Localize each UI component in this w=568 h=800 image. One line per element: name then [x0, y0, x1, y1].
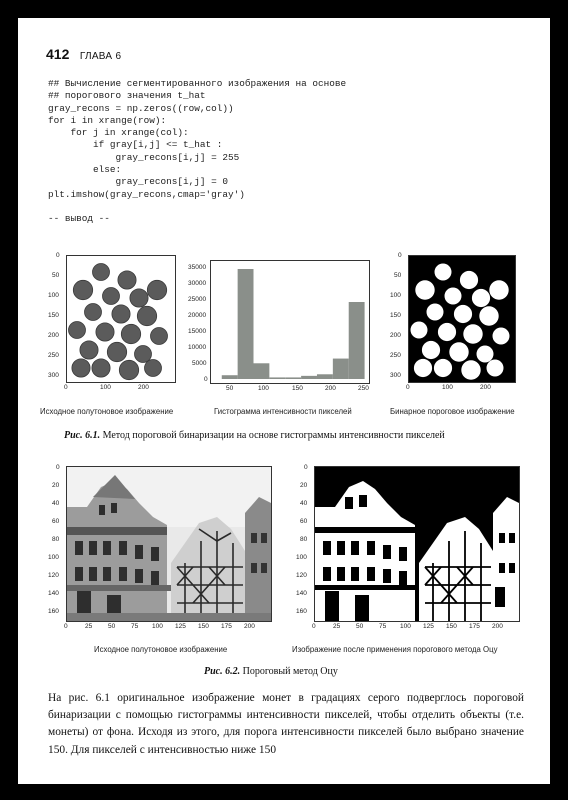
- x-tick: 50: [108, 623, 116, 630]
- figure-label: Рис. 6.2.: [204, 666, 241, 677]
- code-line: gray_recons[i,j] = 0: [48, 176, 229, 188]
- coin: [69, 322, 86, 339]
- coin-mask: [434, 359, 452, 377]
- y-tick: 0: [56, 464, 60, 471]
- y-tick: 140: [48, 590, 59, 597]
- x-tick: 50: [226, 385, 234, 392]
- x-tick: 0: [406, 384, 410, 391]
- x-tick: 150: [446, 623, 457, 630]
- figure-caption: [204, 666, 338, 677]
- x-tick: 75: [379, 623, 387, 630]
- coin-mask: [460, 271, 478, 289]
- y-tick: 100: [48, 292, 59, 299]
- y-tick: 20: [52, 482, 60, 489]
- coin: [119, 360, 138, 379]
- y-tick: 160: [48, 608, 59, 615]
- y-tick: 200: [48, 332, 59, 339]
- x-tick: 200: [325, 385, 336, 392]
- town-grayscale-image: [66, 466, 272, 622]
- x-tick: 0: [64, 623, 68, 630]
- histogram-bar: [317, 374, 333, 379]
- histogram-plot: [210, 260, 370, 384]
- coin: [137, 306, 156, 325]
- y-tick: 80: [52, 536, 60, 543]
- y-tick: 120: [48, 572, 59, 579]
- running-header: [46, 46, 121, 64]
- coin-mask: [411, 322, 428, 339]
- x-tick: 75: [131, 623, 139, 630]
- x-tick: 100: [152, 623, 163, 630]
- coin: [85, 304, 102, 321]
- y-tick: 60: [52, 518, 60, 525]
- coin: [112, 305, 130, 323]
- y-tick: 20: [300, 482, 308, 489]
- histogram-bar: [333, 359, 349, 379]
- coin: [145, 360, 162, 377]
- x-tick: 175: [469, 623, 480, 630]
- coin-mask: [438, 323, 456, 341]
- y-tick: 60: [300, 518, 308, 525]
- figure-caption-text: Метод пороговой бинаризации на основе гистограммы интенсивности пикселей: [102, 430, 445, 441]
- y-tick: 100: [390, 292, 401, 299]
- code-line: gray_recons = np.zeros((row,col)): [48, 102, 234, 114]
- y-tick: 100: [296, 554, 307, 561]
- y-tick: 15000: [188, 328, 207, 335]
- y-tick: 10000: [188, 344, 207, 351]
- coins-binary-image: [408, 255, 516, 383]
- page-number: 412: [46, 46, 70, 62]
- y-tick: 25000: [188, 296, 207, 303]
- coin-mask: [422, 341, 440, 359]
- panel-caption: Изображение после применения порогового метода Оцу: [292, 645, 498, 654]
- x-tick: 0: [312, 623, 316, 630]
- panel-caption: Бинарное пороговое изображение: [390, 407, 515, 416]
- y-tick: 30000: [188, 280, 207, 287]
- coin-mask: [454, 305, 472, 323]
- x-tick: 200: [480, 384, 491, 391]
- coin-mask: [479, 306, 498, 325]
- panel-caption: Гистограмма интенсивности пикселей: [214, 407, 352, 416]
- x-tick: 100: [100, 384, 111, 391]
- y-tick: 0: [56, 252, 60, 259]
- x-tick: 100: [400, 623, 411, 630]
- x-tick: 175: [221, 623, 232, 630]
- histogram-bar: [285, 377, 301, 379]
- coin-mask: [477, 346, 494, 363]
- x-tick: 0: [64, 384, 68, 391]
- y-tick: 160: [296, 608, 307, 615]
- coin-mask: [449, 342, 468, 361]
- code-listing: [48, 78, 346, 226]
- y-tick: 50: [394, 272, 402, 279]
- y-tick: 20000: [188, 312, 207, 319]
- y-tick: 100: [48, 554, 59, 561]
- y-tick: 0: [204, 376, 208, 383]
- code-line: ## Вычисление сегментированного изображения на основе: [48, 78, 347, 89]
- y-tick: 0: [304, 464, 308, 471]
- x-tick: 250: [358, 385, 369, 392]
- code-line: if gray[i,j] <= t_hat :: [48, 139, 223, 151]
- coin: [73, 280, 92, 299]
- code-line: -- вывод --: [48, 213, 110, 225]
- y-tick: 250: [390, 352, 401, 359]
- coin-mask: [493, 328, 510, 345]
- y-tick: 80: [300, 536, 308, 543]
- coin-mask: [427, 304, 444, 321]
- coin-mask: [435, 264, 452, 281]
- coin: [121, 324, 140, 343]
- figure-caption: [64, 430, 445, 441]
- coin: [96, 323, 114, 341]
- histogram-bar: [238, 269, 254, 379]
- coin: [103, 288, 120, 305]
- y-tick: 40: [300, 500, 308, 507]
- coin: [93, 264, 110, 281]
- y-tick: 200: [390, 332, 401, 339]
- histogram-bar: [222, 375, 238, 379]
- x-tick: 125: [175, 623, 186, 630]
- x-tick: 100: [442, 384, 453, 391]
- code-line: plt.imshow(gray_recons,cmap='gray'): [48, 188, 245, 200]
- panel-caption: Исходное полутоновое изображение: [94, 645, 228, 654]
- coin: [135, 346, 152, 363]
- y-tick: 0: [398, 252, 402, 259]
- code-line: else:: [48, 164, 122, 176]
- code-line: gray_recons[i,j] = 255: [48, 151, 240, 163]
- x-tick: 25: [85, 623, 93, 630]
- book-page: [18, 18, 550, 784]
- y-tick: 5000: [192, 360, 207, 367]
- histogram-bar: [349, 302, 365, 379]
- coins-grayscale-image: [66, 255, 176, 383]
- histogram-bar: [301, 376, 317, 379]
- coin-mask: [414, 359, 432, 377]
- code-line: for i in xrange(row):: [48, 114, 167, 126]
- histogram-bar: [269, 377, 285, 379]
- x-tick: 100: [258, 385, 269, 392]
- coin: [107, 342, 126, 361]
- coin-mask: [472, 289, 490, 307]
- coin-mask: [487, 360, 504, 377]
- x-tick: 125: [423, 623, 434, 630]
- coin: [147, 280, 166, 299]
- coin: [118, 271, 136, 289]
- body-paragraph: На рис. 6.1 оригинальное изображение монет в градациях серого подверглось пороговой бинаризации с помощью гистограммы интенсивности пикселей, чтобы отделить объекты (т.е. монеты) от фона. Исходя из этого, для порога интенсивности пикселей было выбрано значение 150. Для пикселей с интенсивностью ниже 150: [48, 692, 524, 756]
- figure-label: Рис. 6.1.: [64, 430, 101, 441]
- y-tick: 40: [52, 500, 60, 507]
- coin: [92, 359, 110, 377]
- x-tick: 50: [356, 623, 364, 630]
- y-tick: 150: [48, 312, 59, 319]
- coin-mask: [415, 280, 434, 299]
- coin-mask: [463, 324, 482, 343]
- figure-caption-text: Пороговый метод Оцу: [242, 666, 338, 677]
- town-otsu-image: [314, 466, 520, 622]
- coin-mask: [461, 360, 480, 379]
- code-line: for j in xrange(col):: [48, 127, 189, 139]
- y-tick: 120: [296, 572, 307, 579]
- y-tick: 35000: [188, 264, 207, 271]
- code-line: ## порогового значения t_hat: [48, 90, 206, 102]
- y-tick: 150: [390, 312, 401, 319]
- y-tick: 300: [48, 372, 59, 379]
- x-tick: 150: [198, 623, 209, 630]
- x-tick: 200: [138, 384, 149, 391]
- x-tick: 150: [292, 385, 303, 392]
- x-tick: 25: [333, 623, 341, 630]
- y-tick: 250: [48, 352, 59, 359]
- x-tick: 200: [492, 623, 503, 630]
- x-tick: 200: [244, 623, 255, 630]
- coin-mask: [445, 288, 462, 305]
- y-tick: 50: [52, 272, 60, 279]
- panel-caption: Исходное полутоновое изображение: [40, 407, 174, 416]
- coin: [151, 328, 168, 345]
- histogram-bar: [254, 363, 270, 379]
- y-tick: 300: [390, 372, 401, 379]
- coin-mask: [489, 280, 508, 299]
- coin: [80, 341, 98, 359]
- coin: [72, 359, 90, 377]
- y-tick: 140: [296, 590, 307, 597]
- coin: [130, 289, 148, 307]
- chapter-title: ГЛАВА 6: [79, 51, 122, 62]
